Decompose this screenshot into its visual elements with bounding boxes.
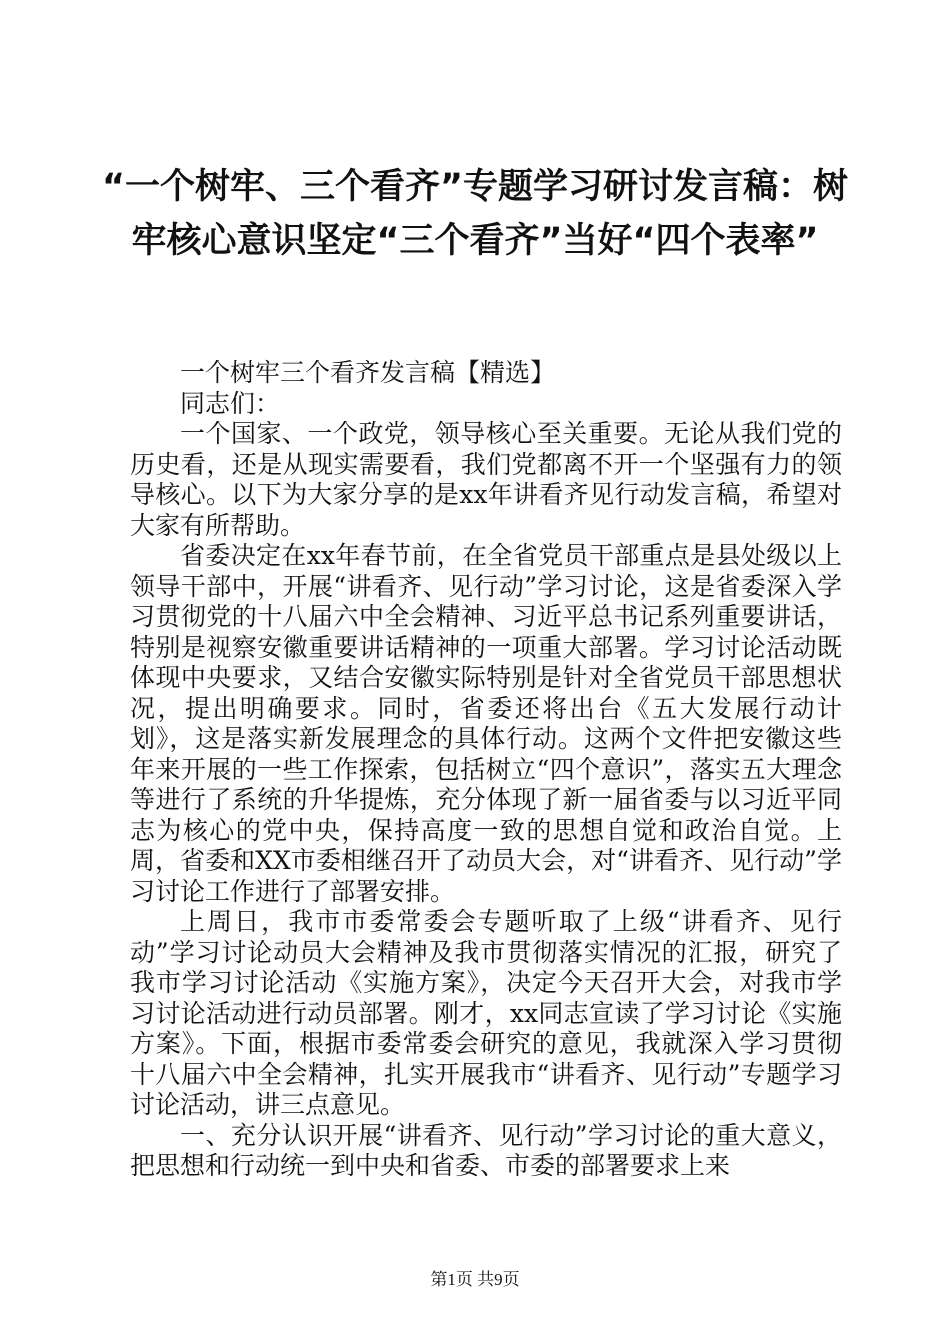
paragraph-subtitle: 一个树牢三个看齐发言稿【精选】	[180, 358, 556, 387]
paragraph-salutation: 同志们：	[180, 388, 281, 418]
document-body	[130, 358, 842, 1182]
paragraph-intro: 一个国家、一个政党，领导核心至关重要。无论从我们党的历史看，还是从现实需要看，我们党都离不开一个坚强有力的领导核心。以下为大家分享的是xx年讲看齐见行动发言稿，希望对大家有所帮助。	[130, 419, 842, 540]
paragraph-section-heading: 一、充分认识开展“讲看齐、见行动”学习讨论的重大意义，把思想和行动统一到中央和省委、市委的部署要求上来	[130, 1120, 842, 1180]
page-footer: 第1页 共9页	[430, 1270, 520, 1289]
paragraph-city-plan: 上周日，我市市委常委会专题听取了上级“讲看齐、见行动”学习讨论动员大会精神及我市贯彻落实情况的汇报，研究了我市学习讨论活动《实施方案》，决定今天召开大会，对我市学习讨论活动进行动员部署。刚才，xx同志宣读了学习讨论《实施方案》。下面，根据市委常委会研究的意见，我就深入学习贯彻十八届六中全会精神，扎实开展我市“讲看齐、见行动”专题学习讨论活动，讲三点意见。	[130, 907, 842, 1119]
document-title: “一个树牢、三个看齐”专题学习研讨发言稿：树牢核心意识坚定“三个看齐”当好“四个表率”	[101, 167, 848, 261]
paragraph-province-plan: 省委决定在xx年春节前，在全省党员干部重点是县处级以上领导干部中，开展“讲看齐、见行动”学习讨论，这是省委深入学习贯彻党的十八届六中全会精神、习近平总书记系列重要讲话，特别是视察安徽重要讲话精神的一项重大部署。学习讨论活动既体现中央要求，又结合安徽实际特别是针对全省党员干部思想状况，提出明确要求。同时，省委还将出台《五大发展行动计划》，这是落实新发展理念的具体行动。这两个文件把安徽这些年来开展的一些工作探索，包括树立“四个意识”，落实五大理念等进行了系统的升华提炼，充分体现了新一届省委与以习近平同志为核心的党中央，保持高度一致的思想自觉和政治自觉。上周，省委和XX市委相继召开了动员大会，对“讲看齐、见行动”学习讨论工作进行了部署安排。	[130, 541, 842, 906]
